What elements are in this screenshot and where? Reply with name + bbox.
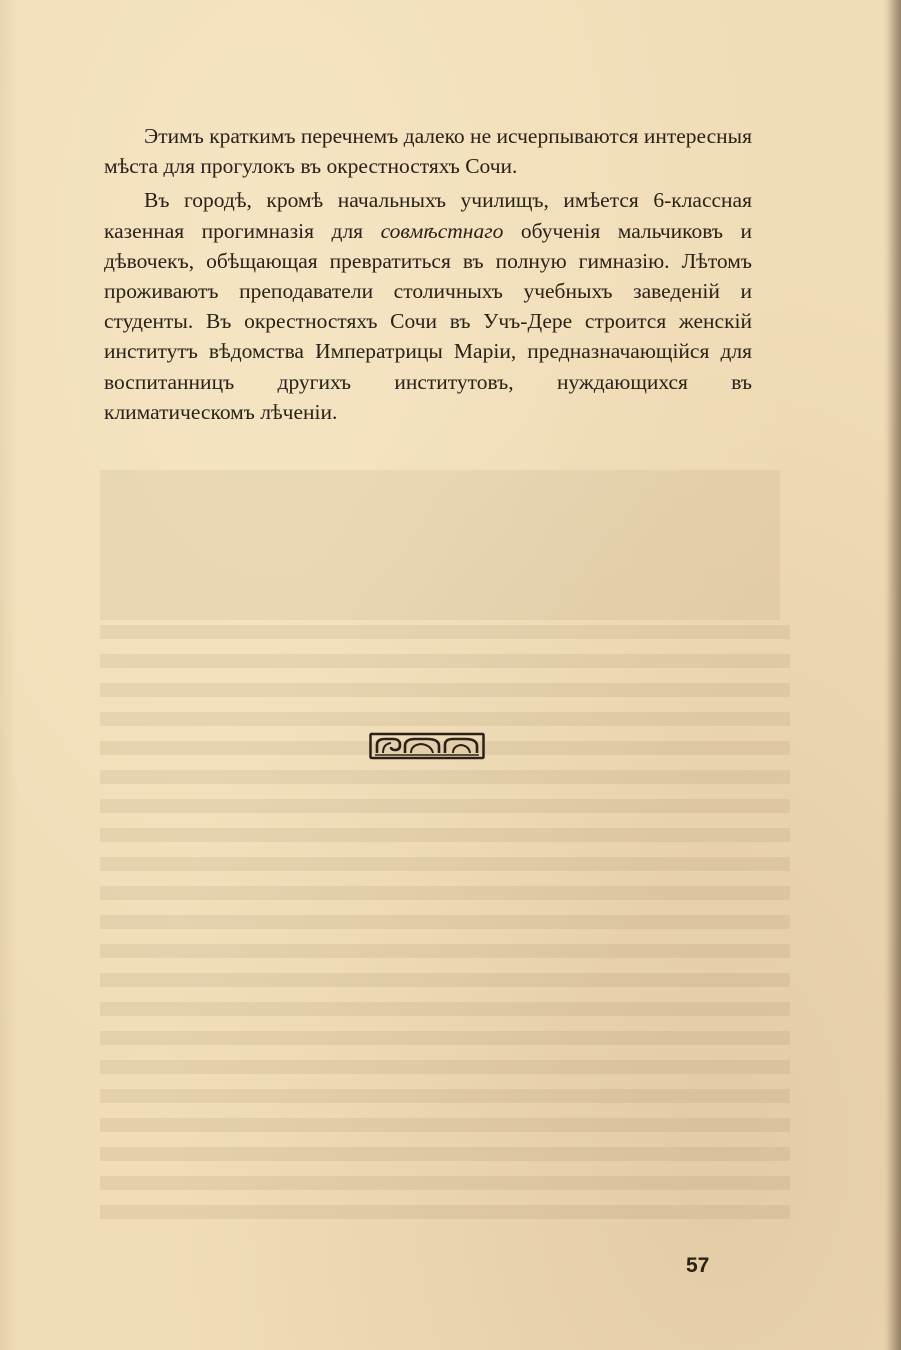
page-edge-shadow <box>887 0 901 1350</box>
paragraph-1 <box>104 121 752 181</box>
decorative-scroll-ornament-icon <box>369 731 485 761</box>
paragraph-2-text-b: обученія мальчиковъ и дѣвочекъ, обѣщающая превратиться въ полную гимназію. Лѣтомъ проживаютъ преподаватели столичныхъ учебныхъ заведеній и студенты. Въ окрестностяхъ Сочи въ Учъ-Дере строится женскій институтъ вѣдомства Императрицы Маріи, предназначающійся для воспитанницъ другихъ институтовъ, нуждающихся въ климатическомъ лѣченіи. <box>104 218 752 424</box>
paragraph-2-text-a: Въ городѣ, кромѣ начальныхъ училищъ, имѣется 6-классная казенная прогимназія для <box>104 188 752 243</box>
paragraph-1-text: Этимъ краткимъ перечнемъ далеко не исчерпываются интересныя мѣста для прогулокъ въ окрестностяхъ Сочи. <box>104 124 752 179</box>
reverse-page-bleed-text <box>100 625 790 1225</box>
paragraph-2 <box>104 185 752 427</box>
reverse-page-bleed <box>100 470 780 620</box>
body-text <box>104 121 752 427</box>
page-number: 57 <box>686 1254 710 1277</box>
paragraph-2-italic-word: совмѣстнаго <box>380 218 504 243</box>
